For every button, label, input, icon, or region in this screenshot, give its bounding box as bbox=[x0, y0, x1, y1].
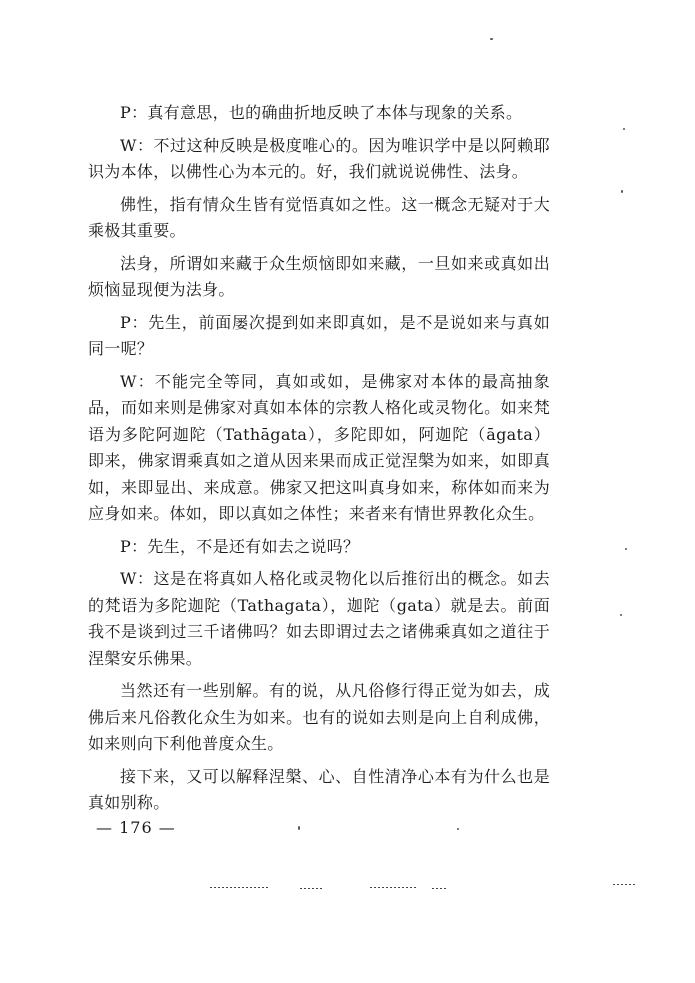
scan-speck bbox=[490, 38, 493, 40]
paragraph-6: W：不能完全等同，真如或如，是佛家对本体的最高抽象品，而如来则是佛家对真如本体的宗教人格化或灵物化。如来梵语为多陀阿迦陀（Tathāgata），多陀即如，阿迦陀（āgata）即来，佛家谓乘真如之道从因来果而成正觉涅槃为如来，如即真如，来即显出、来成意。佛家又把这叫真身如来，称体如而来为应身如来。体如，即以真如之体性；来者来有情世界教化众生。 bbox=[88, 371, 550, 523]
paragraph-5: P：先生，前面屡次提到如来即真如，是不是说如来与真如同一呢？ bbox=[88, 312, 550, 358]
paragraph-7: P：先生，不是还有如去之说吗？ bbox=[120, 536, 360, 556]
paragraph-10: 接下来，又可以解释涅槃、心、自性清净心本有为什么也是真如别称。 bbox=[88, 766, 550, 812]
paragraph-4: 法身，所谓如来藏于众生烦恼即如来藏，一旦如来或真如出烦恼显现便为法身。 bbox=[88, 253, 550, 299]
scan-speck bbox=[298, 826, 300, 830]
scan-streak bbox=[300, 888, 322, 889]
paragraph-9: 当然还有一些别解。有的说，从凡俗修行得正觉为如去，成佛后来凡俗教化众生为如来。也有的说如去则是向上自利成佛，如来则向下利他普度众生。 bbox=[88, 681, 550, 753]
scan-speck bbox=[457, 828, 459, 830]
paragraph-3: 佛性，指有情众生皆有觉悟真如之性。这一概念无疑对于大乘极其重要。 bbox=[88, 194, 550, 240]
scan-speck bbox=[625, 548, 627, 550]
scan-streak bbox=[432, 888, 448, 889]
paragraph-1: P：真有意思，也的确曲折地反映了本体与现象的关系。 bbox=[120, 103, 523, 122]
scan-speck bbox=[621, 190, 623, 193]
scan-speck bbox=[620, 614, 622, 616]
paragraph-2: W：不过这种反映是极度唯心的。因为唯识学中是以阿赖耶识为本体，以佛性心为本元的。好，我们就说说佛性、法身。 bbox=[88, 135, 550, 181]
scan-speck bbox=[623, 128, 625, 130]
scan-streak bbox=[370, 887, 418, 888]
scan-streak bbox=[210, 887, 270, 888]
scan-streak bbox=[613, 884, 637, 885]
text-body bbox=[88, 100, 550, 823]
page-number: — 176 — bbox=[96, 818, 176, 837]
paragraph-8: W：这是在将真如人格化或灵物化以后推衍出的概念。如去的梵语为多陀迦陀（Tathagata），迦陀（gata）就是去。前面我不是谈到过三千诸佛吗？如去即谓过去之诸佛乘真如之道往于涅槃安乐佛果。 bbox=[88, 569, 550, 668]
